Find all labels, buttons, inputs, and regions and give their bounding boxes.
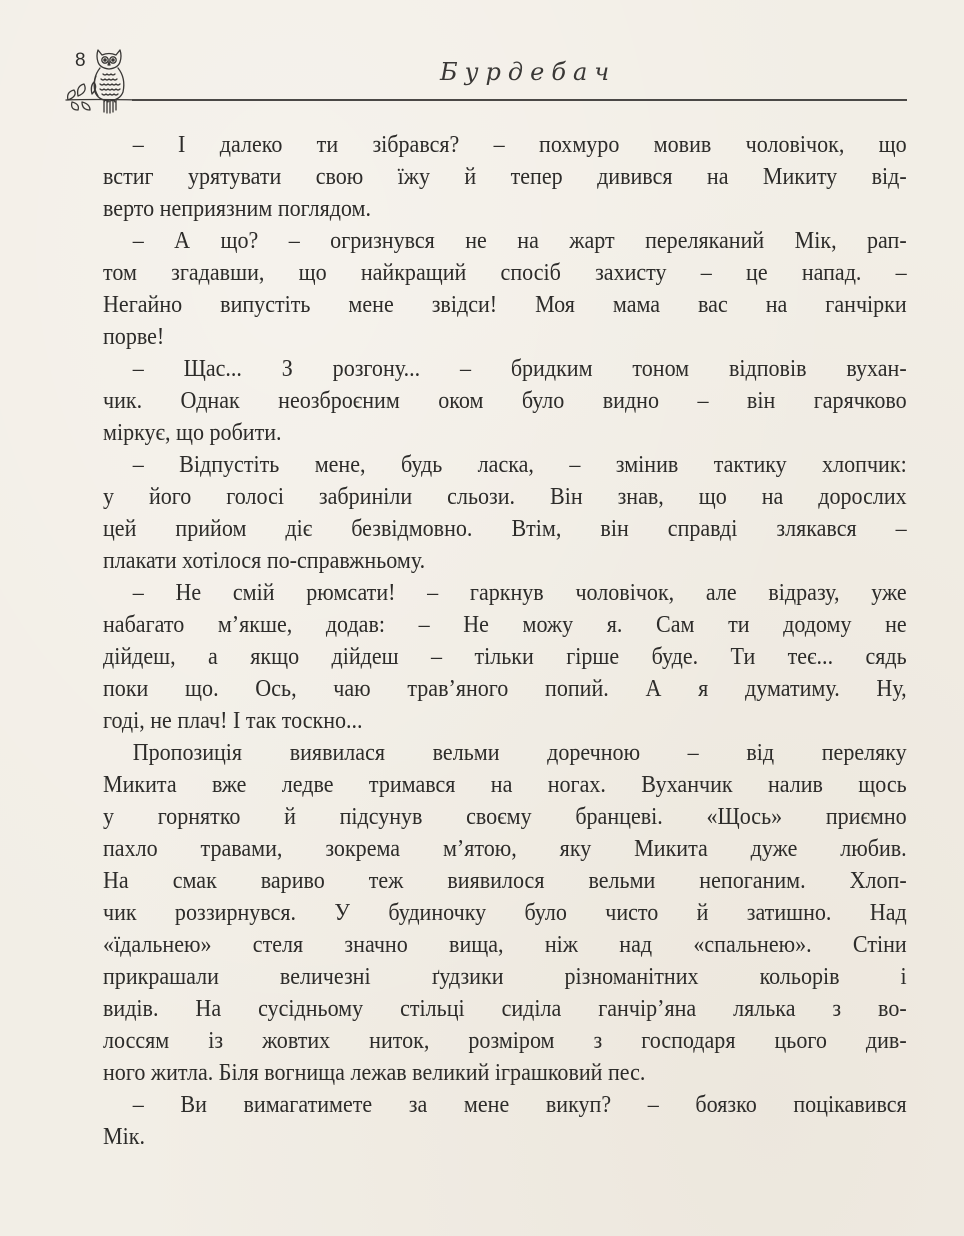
owl-ornament-icon: [62, 44, 144, 116]
text-line: Микита вже ледве тримався на ногах. Вуханчик налив щось: [103, 771, 907, 798]
text-line: прикрашали величезні ґудзики різноманітних кольорів і: [103, 963, 907, 990]
text-line: ного житла. Біля вогнища лежав великий іграшковий пес.: [103, 1059, 646, 1086]
paragraph: [103, 353, 907, 449]
paragraph: [103, 225, 907, 353]
paragraph: [103, 577, 907, 737]
text-line: дійдеш, а якщо дійдеш – тільки гірше буде. Ти теє... сядь: [103, 643, 907, 670]
text-line: – Відпустіть мене, будь ласка, – змінив тактику хлопчик:: [132, 451, 907, 478]
text-line: цей прийом діє безвідмовно. Втім, він справді злякався –: [103, 515, 907, 542]
text-line: – Ви вимагатимете за мене викуп? – боязко поцікавився: [132, 1091, 907, 1118]
paragraph: [103, 737, 907, 1089]
text-line: пахло травами, зокрема м’ятою, яку Микита дуже любив.: [103, 835, 907, 862]
paragraph: [103, 1089, 907, 1153]
text-line: – І далеко ти зібрався? – похмуро мовив чоловічок, що: [132, 131, 907, 158]
text-line: – Щас... З розгону... – бридким тоном відповів вухан-: [132, 355, 907, 382]
text-line: Негайно випустіть мене звідси! Моя мама вас на ганчірки: [103, 291, 907, 318]
page-number: 8: [75, 50, 86, 71]
header-rule: [132, 99, 907, 101]
paragraph: [103, 449, 907, 577]
text-line: плакати хотілося по-справжньому.: [103, 547, 426, 574]
text-line: видів. На сусідньому стільці сиділа ганчір’яна лялька з во-: [103, 995, 907, 1022]
text-line: міркує, що робити.: [103, 419, 282, 446]
text-line: чик. Однак неозброєним оком було видно – він гарячково: [103, 387, 907, 414]
text-line: На смак вариво теж виявилося вельми непоганим. Хлоп-: [103, 867, 907, 894]
text-line: «їдальнею» стеля значно вища, ніж над «спальнею». Стіни: [103, 931, 907, 958]
text-line: годі, не плач! І так тоскно...: [103, 707, 363, 734]
running-title: Бурдебач: [440, 58, 617, 86]
text-line: у горнятко й підсунув своєму бранцеві. «Щось» приємно: [103, 803, 907, 830]
text-line: набагато м’якше, додав: – Не можу я. Сам ти додому не: [103, 611, 907, 638]
text-line: – Не смій рюмсати! – гаркнув чоловічок, але відразу, уже: [132, 579, 907, 606]
body-text: [103, 129, 907, 1153]
text-line: лоссям із жовтих ниток, розміром з господаря цього див-: [103, 1027, 907, 1054]
text-line: встиг урятувати свою їжу й тепер дивився на Микиту від-: [103, 163, 907, 190]
text-line: – А що? – огризнувся не на жарт переляканий Мік, рап-: [132, 227, 907, 254]
text-line: верто неприязним поглядом.: [103, 195, 372, 222]
paragraph: [103, 129, 907, 225]
text-line: чик роззирнувся. У будиночку було чисто й затишно. Над: [103, 899, 907, 926]
text-line: поки що. Ось, чаю трав’яного попий. А я думатиму. Ну,: [103, 675, 907, 702]
text-line: Мік.: [103, 1123, 145, 1150]
text-line: порве!: [103, 323, 165, 350]
text-line: у його голосі забриніли сльози. Він знав, що на дорослих: [103, 483, 907, 510]
text-line: Пропозиція виявилася вельми доречною – від переляку: [132, 739, 907, 766]
text-line: том згадавши, що найкращий спосіб захисту – це напад. –: [103, 259, 907, 286]
